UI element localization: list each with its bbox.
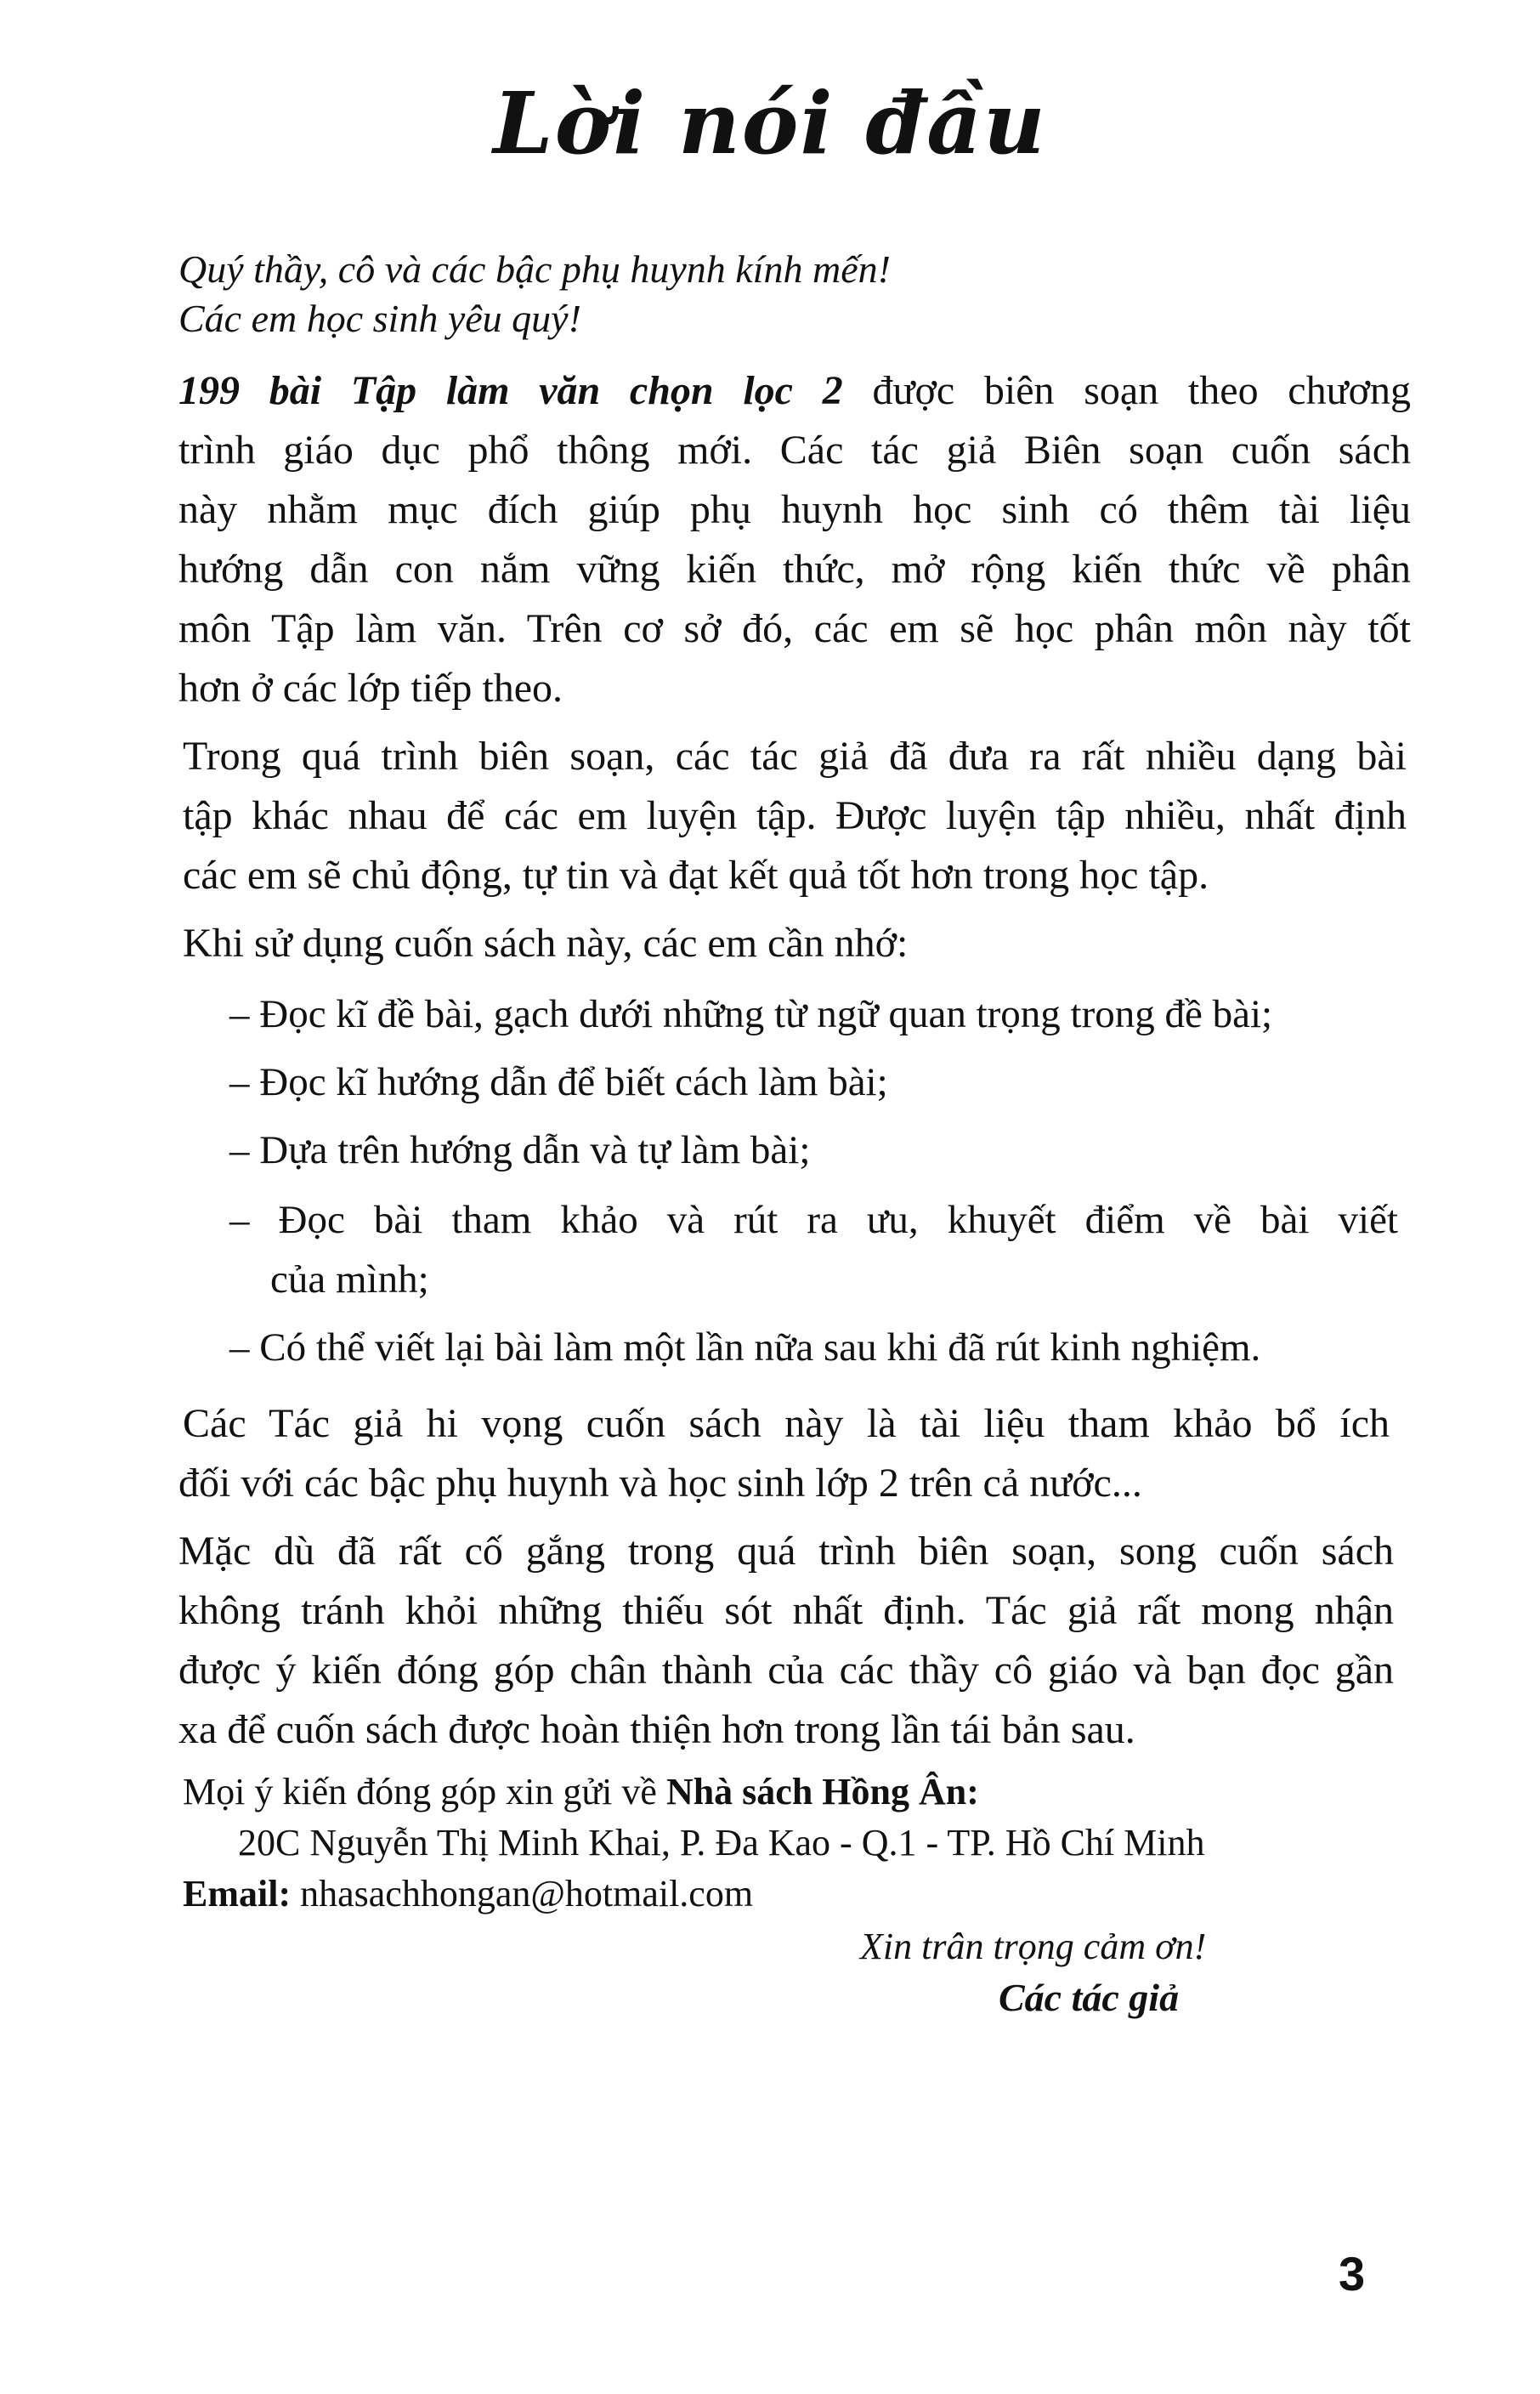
contact-email-line — [183, 1869, 753, 1920]
paragraph-3-line-1: Các Tác giả hi vọng cuốn sách này là tài liệu tham khảo bổ ích — [183, 1401, 1390, 1446]
paragraph-4-line-4: xa để cuốn sách được hoàn thiện hơn trong lần tái bản sau. — [178, 1707, 1135, 1752]
paragraph-1-line-6: hơn ở các lớp tiếp theo. — [178, 666, 563, 711]
reminder-item-3: – Dựa trên hướng dẫn và tự làm bài; — [229, 1128, 811, 1172]
paragraph-1-line-3: này nhằm mục đích giúp phụ huynh học sinh có thêm tài liệu — [178, 487, 1411, 532]
contact-intro-line — [183, 1767, 979, 1818]
reminder-intro: Khi sử dụng cuốn sách này, các em cần nhớ: — [183, 921, 909, 966]
paragraph-2-line-2: tập khác nhau để các em luyện tập. Được luyện tập nhiều, nhất định — [183, 793, 1407, 838]
contact-intro: Mọi ý kiến đóng góp xin gửi về — [183, 1771, 666, 1813]
paragraph-4-line-2: không tránh khỏi những thiếu sót nhất định. Tác giả rất mong nhận — [178, 1588, 1394, 1633]
greeting-line-2: Các em học sinh yêu quý! — [178, 297, 581, 340]
reminder-item-4: – Đọc bài tham khảo và rút ra ưu, khuyết điểm về bài viết — [229, 1198, 1398, 1242]
reminder-item-2: – Đọc kĩ hướng dẫn để biết cách làm bài; — [229, 1060, 888, 1104]
paragraph-1-line-1-rest: được biên soạn theo chương — [842, 368, 1411, 413]
email-label: Email: — [183, 1873, 292, 1915]
contact-address: 20C Nguyễn Thị Minh Khai, P. Đa Kao - Q.1 - TP. Hồ Chí Minh — [238, 1822, 1205, 1864]
email-address: nhasachhongan@hotmail.com — [291, 1873, 754, 1915]
paragraph-2-line-3: các em sẽ chủ động, tự tin và đạt kết quả tốt hơn trong học tập. — [183, 853, 1209, 898]
closing-thanks: Xin trân trọng cảm ơn! — [860, 1926, 1207, 1967]
greeting-line-1: Quý thầy, cô và các bậc phụ huynh kính mến! — [178, 247, 891, 291]
closing-signature: Các tác giả — [999, 1976, 1180, 2019]
paragraph-2-line-1: Trong quá trình biên soạn, các tác giả đã đưa ra rất nhiều dạng bài — [183, 734, 1407, 779]
paragraph-4-line-3: được ý kiến đóng góp chân thành của các thầy cô giáo và bạn đọc gần — [178, 1648, 1394, 1693]
page-number: 3 — [1339, 2247, 1366, 2300]
paragraph-3-line-2: đối với các bậc phụ huynh và học sinh lớp 2 trên cả nước... — [178, 1461, 1142, 1506]
reminder-item-4-continued: của mình; — [270, 1257, 429, 1302]
reminder-item-5: – Có thể viết lại bài làm một lần nữa sau khi đã rút kinh nghiệm. — [229, 1325, 1261, 1370]
paragraph-4-line-1: Mặc dù đã rất cố gắng trong quá trình biên soạn, song cuốn sách — [178, 1529, 1394, 1574]
paragraph-1-line-2: trình giáo dục phổ thông mới. Các tác giả Biên soạn cuốn sách — [178, 428, 1411, 473]
paragraph-1-line-1 — [178, 366, 1411, 417]
paragraph-1-line-5: môn Tập làm văn. Trên cơ sở đó, các em sẽ học phân môn này tốt — [178, 606, 1411, 651]
reminder-item-1: – Đọc kĩ đề bài, gạch dưới những từ ngữ quan trọng trong đề bài; — [229, 992, 1273, 1036]
paragraph-1-line-4: hướng dẫn con nắm vững kiến thức, mở rộng kiến thức về phân — [178, 547, 1411, 592]
book-title: 199 bài Tập làm văn chọn lọc 2 — [178, 368, 843, 413]
page-title: Lời nói đầu — [493, 73, 1047, 173]
publisher-name: Nhà sách Hồng Ân: — [665, 1771, 979, 1813]
